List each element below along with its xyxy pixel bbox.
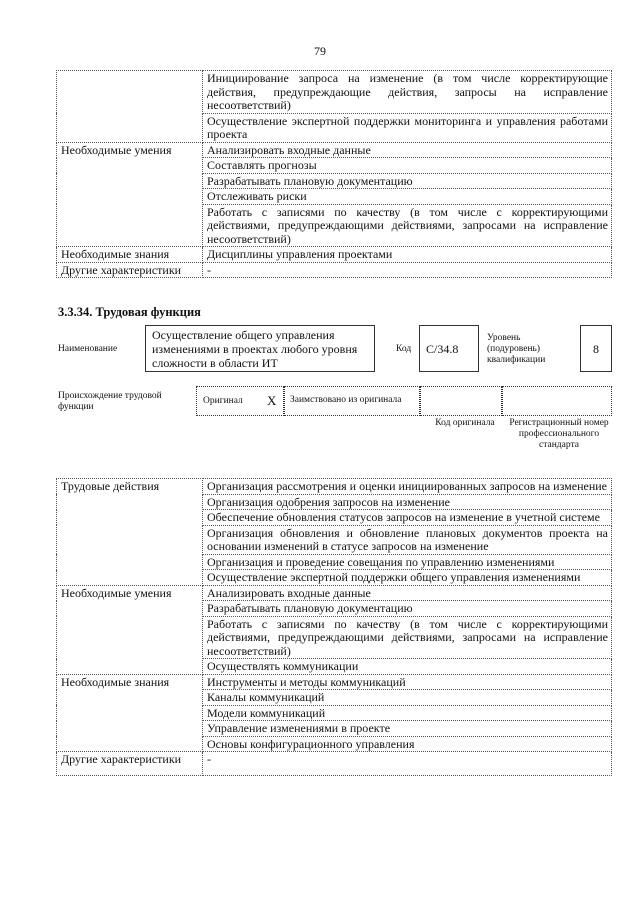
row-value: Модели коммуникаций	[203, 705, 612, 721]
table-2	[56, 478, 612, 776]
row-value: Анализировать входные данные	[203, 585, 612, 601]
name-value: Осуществление общего управления изменениями в проектах любого уровня сложности в области ИТ	[145, 325, 375, 372]
row-value: Осуществление экспертной поддержки мониторинга и управления работами проекта	[203, 113, 612, 142]
row-value: Инициирование запроса на изменение (в том числе корректирующие действия, предупреждающие действия, запросы на исправление несоответствий)	[203, 71, 612, 114]
row-value: Составлять прогнозы	[203, 158, 612, 174]
row-value: Отслеживать риски	[203, 189, 612, 205]
row-label: Трудовые действия	[57, 479, 203, 586]
row-label: Необходимые знания	[57, 674, 203, 752]
name-label: Наименование	[58, 344, 118, 354]
row-value: Осуществлять коммуникации	[203, 659, 612, 675]
table-row	[57, 142, 612, 158]
table-row	[57, 479, 612, 495]
row-value: Работать с записями по качеству (в том числе с корректирующими действиями, предупреждающими действиями, запросами на исправление несоответствий)	[203, 616, 612, 659]
row-label: Другие характеристики	[57, 752, 203, 776]
original-label: Оригинал	[203, 396, 243, 406]
row-label	[57, 71, 203, 143]
page-number: 79	[314, 44, 326, 58]
table-row	[57, 752, 612, 776]
level-value: 8	[580, 325, 612, 372]
row-value: -	[203, 262, 612, 278]
borrowed-label: Заимствовано из оригинала	[290, 395, 402, 405]
reg-number-cell	[502, 386, 612, 416]
row-value: Организация и проведение совещания по управлению изменениями	[203, 554, 612, 570]
table-row	[57, 262, 612, 278]
reg-number-label: Регистрационный номер профессионального стандарта	[509, 418, 609, 450]
table-row	[57, 674, 612, 690]
code-label: Код	[396, 344, 412, 354]
table-1	[56, 70, 612, 278]
function-heading: 3.3.34. Трудовая функция	[58, 305, 201, 319]
code-original-cell	[420, 386, 502, 416]
row-value: Управление изменениями в проекте	[203, 721, 612, 737]
row-value: Обеспечение обновления статусов запросов на изменение в учетной системе	[203, 510, 612, 526]
level-label: Уровень (подуровень) квалификации	[487, 333, 546, 365]
code-value: C/34.8	[419, 325, 479, 372]
row-value: Разрабатывать плановую документацию	[203, 173, 612, 189]
row-label: Другие характеристики	[57, 262, 203, 278]
row-value: Организация одобрения запросов на изменение	[203, 494, 612, 510]
row-value: Разрабатывать плановую документацию	[203, 601, 612, 617]
row-value: Основы конфигурационного управления	[203, 736, 612, 752]
table-row	[57, 71, 612, 114]
row-value: Организация обновления и обновление плановых документов проекта на основании изменений в статусе запросов на изменение	[203, 525, 612, 554]
origin-label: Происхождение трудовой функции	[58, 391, 162, 412]
row-value: Работать с записями по качеству (в том числе с корректирующими действиями, предупреждающими действиями, запросами на исправление несоответствий)	[203, 204, 612, 247]
original-cell	[196, 386, 284, 416]
row-value: Организация рассмотрения и оценки инициированных запросов на изменение	[203, 479, 612, 495]
row-value: Дисциплины управления проектами	[203, 247, 612, 263]
row-value: Инструменты и методы коммуникаций	[203, 674, 612, 690]
row-label: Необходимые умения	[57, 142, 203, 247]
row-value: Каналы коммуникаций	[203, 690, 612, 706]
row-value: -	[203, 752, 612, 776]
original-mark: X	[267, 393, 277, 408]
borrowed-cell	[284, 386, 420, 416]
table-row	[57, 585, 612, 601]
code-original-label: Код оригинала	[435, 418, 495, 428]
row-label: Необходимые знания	[57, 247, 203, 263]
row-label: Необходимые умения	[57, 585, 203, 674]
table-row	[57, 247, 612, 263]
row-value: Осуществление экспертной поддержки общего управления изменениями	[203, 570, 612, 586]
row-value: Анализировать входные данные	[203, 142, 612, 158]
